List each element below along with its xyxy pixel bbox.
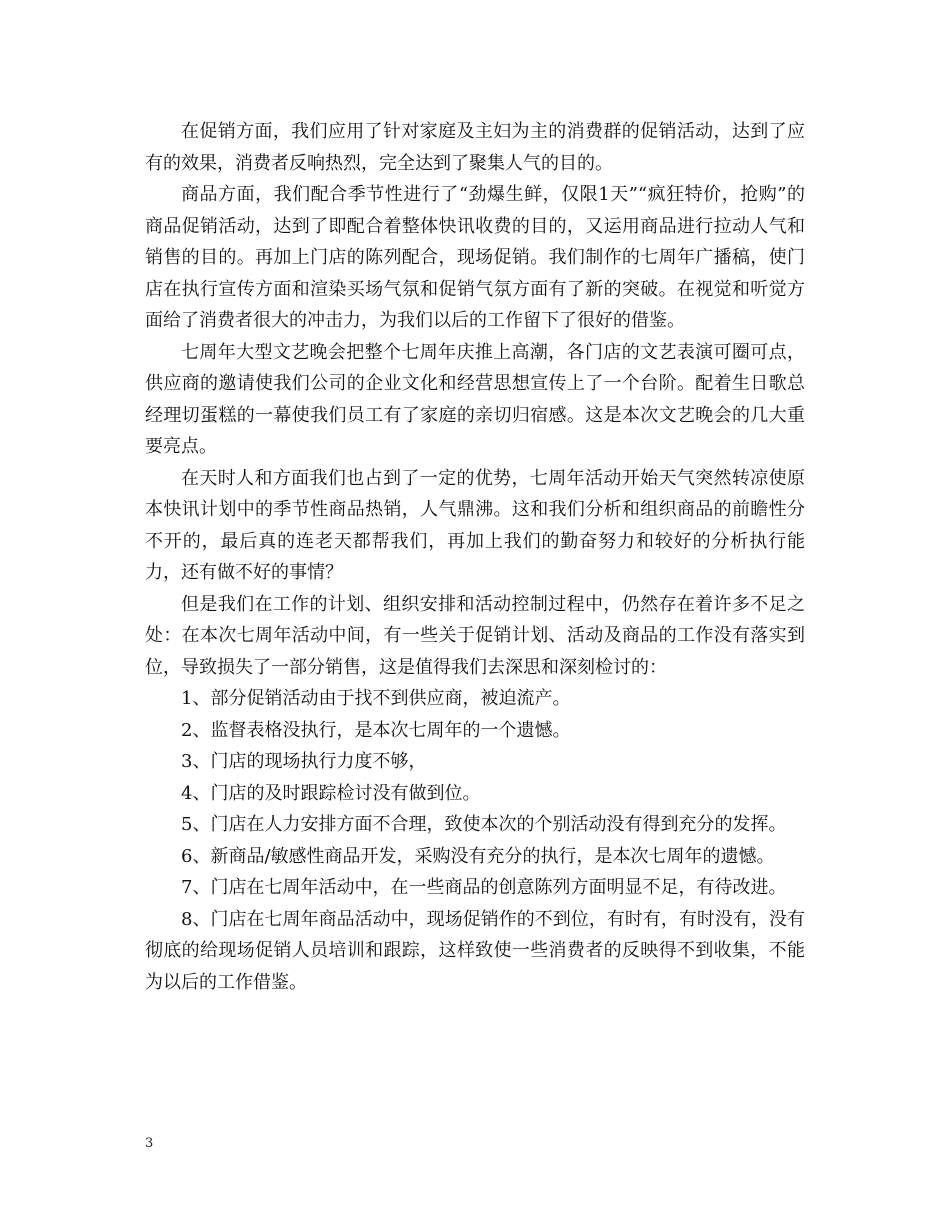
paragraph-shortcomings: 但是我们在工作的计划、组织安排和活动控制过程中，仍然存在着许多不足之处：在本次七周年活动中间，有一些关于促销计划、活动及商品的工作没有落实到位，导致损失了一部分销售，这是值得我们去深思和深刻检讨的： <box>145 593 805 678</box>
document-body <box>145 116 805 998</box>
list-item-7: 7、门店在七周年活动中，在一些商品的创意陈列方面明显不足，有待改进。 <box>181 877 787 898</box>
paragraph-promotion: 在促销方面，我们应用了针对家庭及主妇为主的消费群的促销活动，达到了应有的效果，消费者反响热烈，完全达到了聚集人气的目的。 <box>145 121 805 174</box>
list-item-4: 4、门店的及时跟踪检讨没有做到位。 <box>181 782 481 804</box>
list-item-2: 2、监督表格没执行，是本次七周年的一个遗憾。 <box>181 719 571 741</box>
list-item-1: 1、部分促销活动由于找不到供应商，被迫流产。 <box>181 688 571 709</box>
page-number: 3 <box>145 1136 154 1151</box>
paragraph-merchandise: 商品方面，我们配合季节性进行了“劲爆生鲜，仅限1天”“疯狂特价，抢购”的商品促销活动，达到了即配合着整体快讯收费的目的，又运用商品进行拉动人气和销售的目的。再加上门店的陈列配合，现场促销。我们制作的七周年广播稿，使门店在执行宣传方面和渲染买场气氛和促销气氛方面有了新的突破。在视觉和听觉方面给了消费者很大的冲击力，为我们以后的工作留下了很好的借鉴。 <box>145 184 805 331</box>
paragraph-advantage: 在天时人和方面我们也占到了一定的优势，七周年活动开始天气突然转凉使原本快讯计划中的季节性商品热销，人气鼎沸。这和我们分析和组织商品的前瞻性分不开的，最后真的连老天都帮我们，再加上我们的勤奋努力和较好的分析执行能力，还有做不好的事情？ <box>145 467 805 583</box>
list-item-8: 8、门店在七周年商品活动中，现场促销作的不到位，有时有，有时没有，没有彻底的给现场促销人员培训和跟踪，这样致使一些消费者的反映得不到收集，不能为以后的工作借鉴。 <box>145 908 805 993</box>
paragraph-gala: 七周年大型文艺晚会把整个七周年庆推上高潮，各门店的文艺表演可圈可点，供应商的邀请使我们公司的企业文化和经营思想宣传上了一个台阶。配着生日歌总经理切蛋糕的一幕使我们员工有了家庭的亲切归宿感。这是本次文艺晚会的几大重要亮点。 <box>145 341 805 457</box>
list-item-3: 3、门店的现场执行力度不够， <box>181 751 427 772</box>
list-item-6: 6、新商品/敏感性商品开发，采购没有充分的执行，是本次七周年的遗憾。 <box>181 845 775 867</box>
list-item-5: 5、门店在人力安排方面不合理，致使本次的个别活动没有得到充分的发挥。 <box>181 814 787 835</box>
